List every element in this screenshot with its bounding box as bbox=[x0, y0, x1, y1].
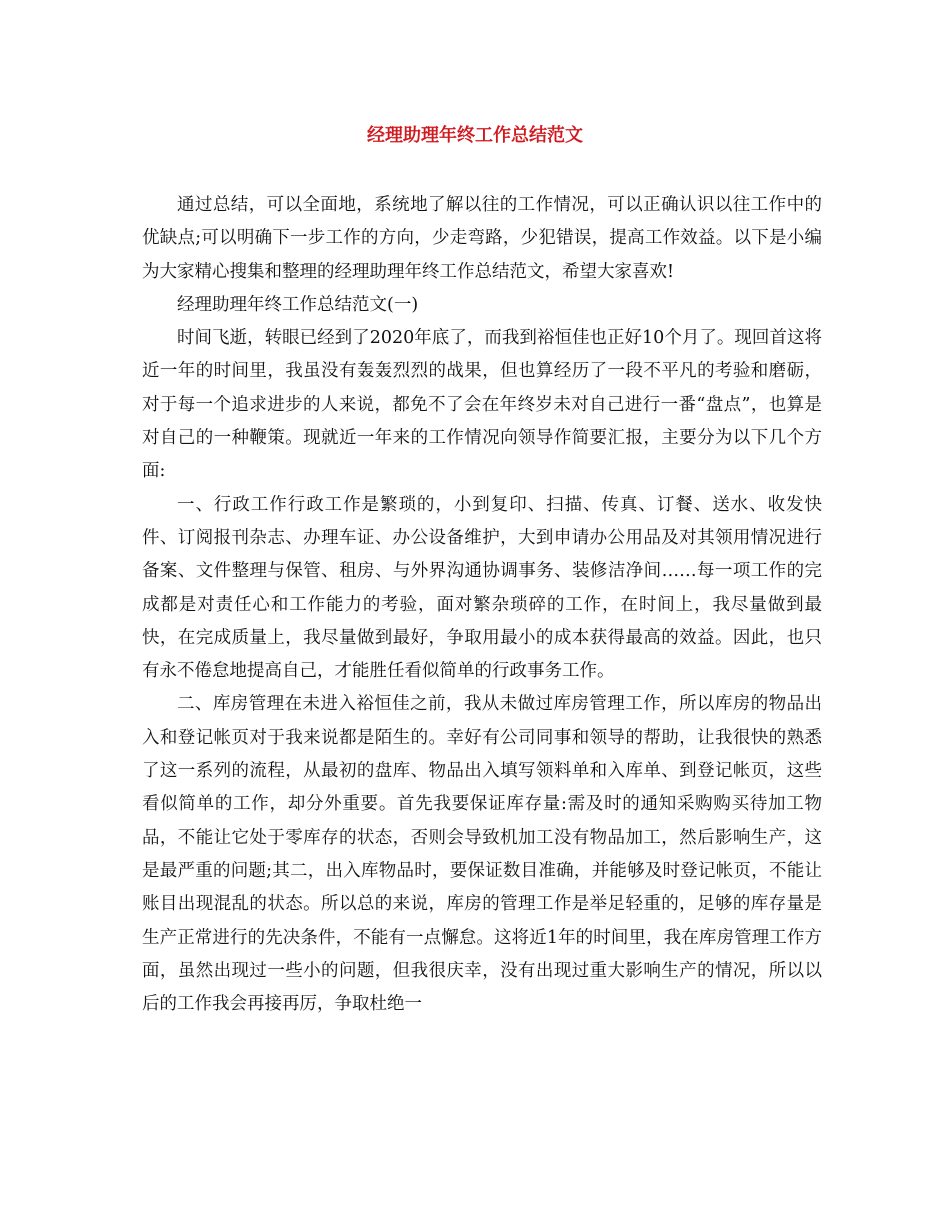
body-paragraph: 时间飞逝，转眼已经到了2020年底了，而我到裕恒佳也正好10个月了。现回首这将近一年的时间里，我虽没有轰轰烈烈的战果，但也算经历了一段不平凡的考验和磨砺，对于每一个追求进步的人来说，都免不了会在年终岁未对自己进行一番“盘点”，也算是对自己的一种鞭策。现就近一年来的工作情况向领导作简要汇报，主要分为以下几个方面: bbox=[142, 328, 822, 482]
document-body bbox=[142, 189, 822, 1021]
document-title: 经理助理年终工作总结范文 bbox=[367, 125, 583, 146]
body-paragraph-admin: 一、行政工作行政工作是繁琐的，小到复印、扫描、传真、订餐、送水、收发快件、订阅报刊杂志、办理车证、办公设备维护，大到申请办公用品及对其领用情况进行备案、文件整理与保管、租房、与外界沟通协调事务、装修洁净间……每一项工作的完成都是对责任心和工作能力的考验，面对繁杂琐碎的工作，在时间上，我尽量做到最快，在完成质量上，我尽量做到最好，争取用最小的成本获得最高的效益。因此，也只有永不倦怠地提高自己，才能胜任看似简单的行政事务工作。 bbox=[142, 494, 822, 682]
body-paragraph-warehouse: 二、库房管理在未进入裕恒佳之前，我从未做过库房管理工作，所以库房的物品出入和登记帐页对于我来说都是陌生的。幸好有公司同事和领导的帮助，让我很快的熟悉了这一系列的流程，从最初的盘库、物品出入填写领料单和入库单、到登记帐页，这些看似简单的工作，却分外重要。首先我要保证库存量:需及时的通知采购购买待加工物品，不能让它处于零库存的状态，否则会导致机加工没有物品加工，然后影响生产，这是最严重的问题;其二，出入库物品时，要保证数目准确，并能够及时登记帐页，不能让账目出现混乱的状态。所以总的来说，库房的管理工作是举足轻重的，足够的库存量是生产正常进行的先决条件，不能有一点懈怠。这将近1年的时间里，我在库房管理工作方面，虽然出现过一些小的问题，但我很庆幸，没有出现过重大影响生产的情况，所以以后的工作我会再接再厉，争取杜绝一 bbox=[142, 694, 822, 1015]
section-heading: 经理助理年终工作总结范文(一) bbox=[177, 294, 419, 315]
intro-paragraph: 通过总结，可以全面地，系统地了解以往的工作情况，可以正确认识以往工作中的优缺点;可以明确下一步工作的方向，少走弯路，少犯错误，提高工作效益。以下是小编为大家精心搜集和整理的经理助理年终工作总结范文，希望大家喜欢! bbox=[142, 195, 822, 282]
